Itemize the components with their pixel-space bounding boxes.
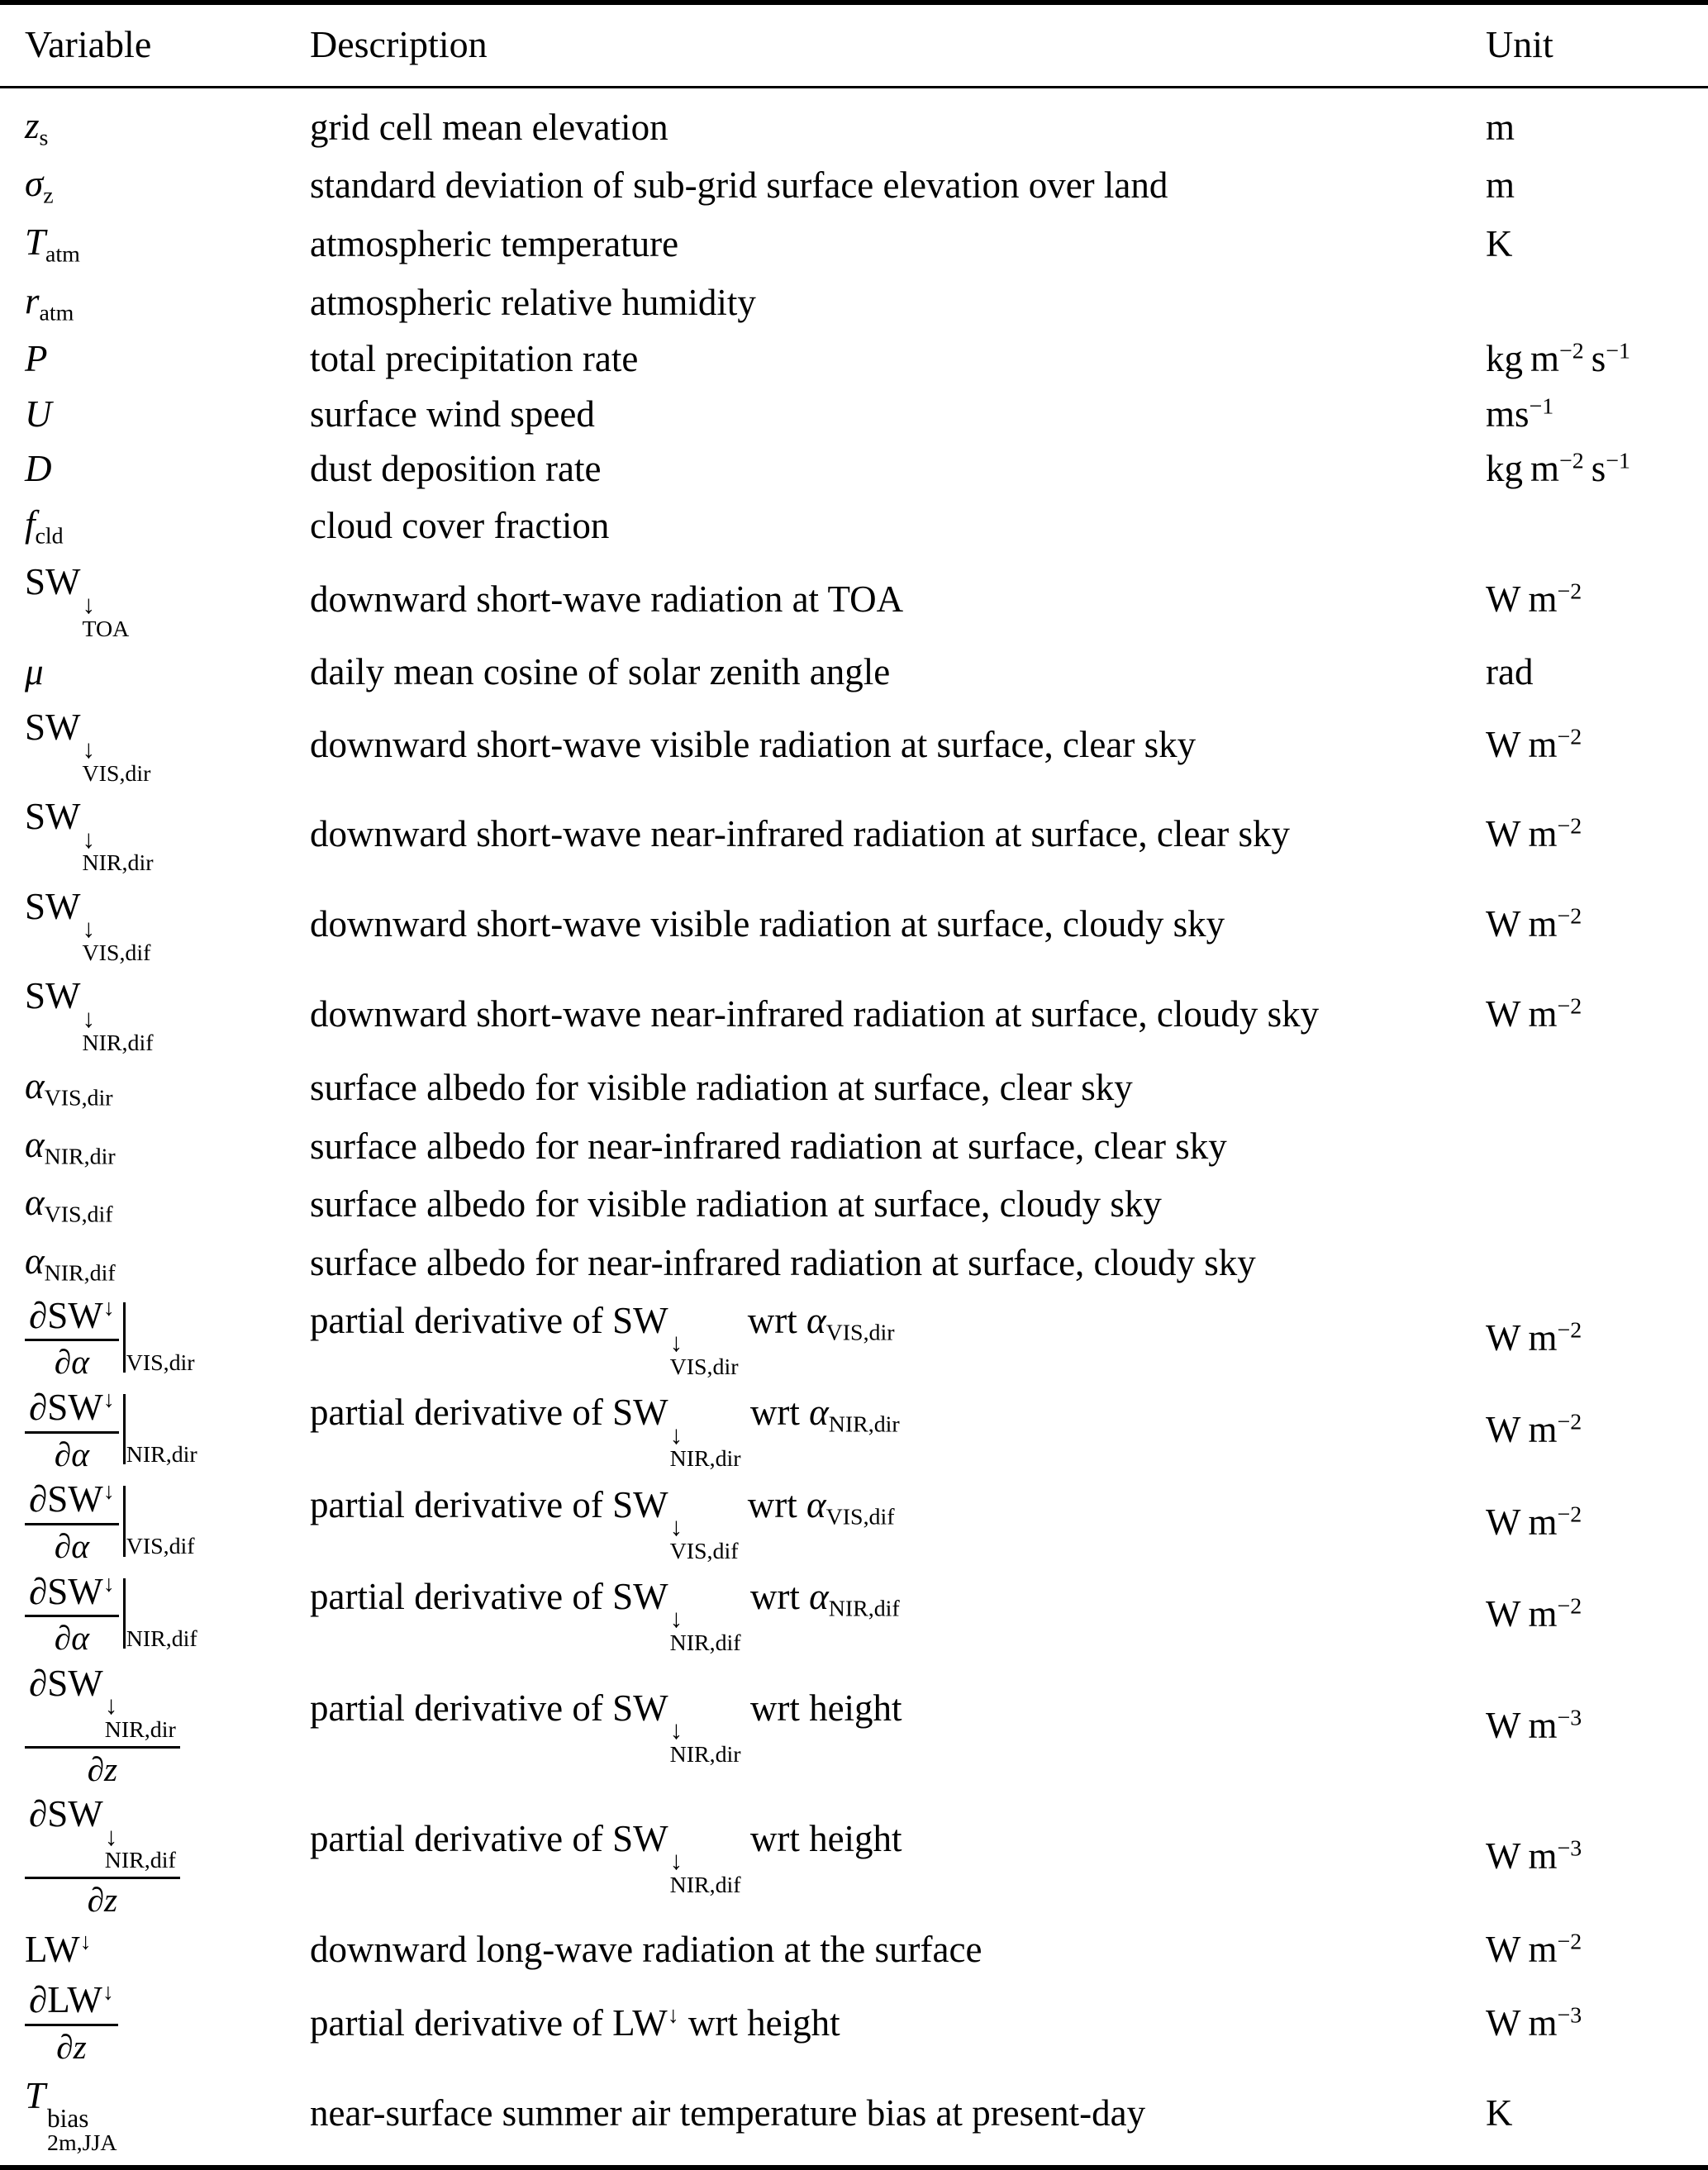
variable-cell: αVIS,dif	[25, 1182, 113, 1228]
table-row	[0, 879, 1708, 969]
unit-cell: W $m^{-3}$	[1486, 1704, 1582, 1746]
unit-cell: K	[1486, 223, 1513, 265]
description-cell: surface albedo for visible radiation at surface, cloudy sky	[310, 1183, 1162, 1225]
table-row	[0, 1059, 1708, 1117]
col-header-variable: Variable	[0, 2, 310, 87]
unit-cell: W $m^{-2}$	[1486, 1501, 1582, 1543]
variable-cell: SW ↓ TOA	[25, 561, 130, 642]
table-body	[0, 87, 1708, 2168]
description-cell: partial derivative of SW ↓ NIR,dif wrt αNIR,dif	[310, 1575, 900, 1657]
unit-cell: W $m^{-2}$	[1486, 1317, 1582, 1359]
variable-cell: T bias 2m,JJA	[25, 2075, 117, 2156]
table-row	[0, 1977, 1708, 2068]
table-header	[0, 2, 1708, 87]
table-row	[0, 1922, 1708, 1977]
unit-cell: rad	[1486, 651, 1534, 693]
unit-cell	[1486, 1175, 1708, 1234]
description-cell: daily mean cosine of solar zenith angle	[310, 651, 891, 693]
table-row	[0, 645, 1708, 700]
header-row	[0, 2, 1708, 87]
variable-cell: ratm	[25, 279, 74, 326]
unit-cell: W $m^{-2}$	[1486, 1409, 1582, 1451]
table-row	[0, 1175, 1708, 1234]
description-cell: cloud cover fraction	[310, 504, 610, 546]
unit-cell: kg $m^{-2}$ $s^{-1}$	[1486, 338, 1630, 380]
variable-cell: αNIR,dif	[25, 1240, 116, 1287]
description-cell: partial derivative of SW ↓ NIR,dif wrt height	[310, 1818, 902, 1899]
variable-cell: μ	[25, 651, 44, 693]
description-cell: surface wind speed	[310, 393, 595, 435]
variable-cell: ∂SW ↓ NIR,dir ∂z	[0, 1660, 310, 1791]
variable-cell: SW ↓ VIS,dif	[25, 885, 151, 967]
unit-cell: m	[1486, 164, 1515, 207]
table-row	[0, 789, 1708, 879]
table-row	[0, 441, 1708, 497]
table-row	[0, 2068, 1708, 2168]
variable-cell: SW ↓ VIS,dir	[25, 706, 151, 787]
table-row	[0, 87, 1708, 156]
unit-cell: W $m^{-2}$	[1486, 813, 1582, 855]
unit-cell: $ms^{-1}$	[1486, 393, 1554, 435]
description-cell: partial derivative of SW ↓ NIR,dir wrt height	[310, 1687, 902, 1768]
unit-cell	[1486, 497, 1708, 555]
table-row	[0, 331, 1708, 387]
description-cell: partial derivative of LW↓ wrt height	[310, 2001, 840, 2044]
description-cell: near-surface summer air temperature bias at present-day	[310, 2092, 1146, 2134]
table-row	[0, 700, 1708, 790]
unit-cell: K	[1486, 2092, 1513, 2134]
variable-cell: $\frac{\partial SW^↓}{\partial\alpha}$ $_{NIR,dir}$	[0, 1384, 310, 1476]
description-cell: atmospheric relative humidity	[310, 281, 756, 323]
table-row	[0, 274, 1708, 332]
description-cell: partial derivative of SW ↓ VIS,dir wrt αVIS,dir	[310, 1299, 895, 1381]
variable-cell: zs	[25, 104, 49, 151]
table-row	[0, 1384, 1708, 1476]
description-cell: surface albedo for near-infrared radiation at surface, clear sky	[310, 1125, 1227, 1167]
table-row	[0, 1234, 1708, 1292]
table-row	[0, 156, 1708, 215]
description-cell: surface albedo for near-infrared radiation at surface, cloudy sky	[310, 1242, 1256, 1284]
description-cell: downward short-wave near-infrared radiation at surface, cloudy sky	[310, 992, 1320, 1035]
table-row	[0, 554, 1708, 645]
unit-cell	[1486, 274, 1708, 332]
unit-cell: W $m^{-2}$	[1486, 992, 1582, 1035]
description-cell: grid cell mean elevation	[310, 106, 668, 148]
description-cell: downward short-wave radiation at TOA	[310, 578, 904, 621]
variable-cell: SW ↓ NIR,dif	[25, 975, 154, 1056]
variable-cell: fcld	[25, 502, 64, 550]
variable-cell: $\frac{\partial SW^↓}{\partial\alpha}$ $_{VIS,dir}$	[0, 1292, 310, 1384]
unit-cell	[1486, 1234, 1708, 1292]
variable-cell: P	[25, 338, 48, 380]
variable-cell: D	[25, 448, 52, 490]
description-cell: downward short-wave visible radiation at surface, cloudy sky	[310, 902, 1225, 945]
variable-cell: LW↓	[25, 1928, 92, 1970]
variable-cell: ∂SW ↓ NIR,dif ∂z	[0, 1791, 310, 1921]
description-cell: partial derivative of SW ↓ VIS,dif wrt αVIS,dif	[310, 1483, 895, 1564]
unit-cell: W $m^{-2}$	[1486, 723, 1582, 765]
description-cell: total precipitation rate	[310, 338, 639, 380]
table-row	[0, 968, 1708, 1059]
unit-cell	[1486, 1059, 1708, 1117]
unit-cell: W $m^{-2}$	[1486, 578, 1582, 621]
table-row	[0, 1791, 1708, 1921]
description-cell: downward short-wave visible radiation at surface, clear sky	[310, 723, 1197, 765]
table-row	[0, 1476, 1708, 1568]
table-row	[0, 1292, 1708, 1384]
variable-cell: αVIS,dir	[25, 1065, 113, 1111]
col-header-description: Description	[310, 2, 1486, 87]
description-cell: atmospheric temperature	[310, 223, 679, 265]
unit-cell: W $m^{-3}$	[1486, 2001, 1582, 2044]
variable-cell: $\frac{\partial LW^↓}{\partial z}$	[0, 1977, 310, 2068]
unit-cell	[1486, 1117, 1708, 1176]
unit-cell: m	[1486, 106, 1515, 148]
description-cell: partial derivative of SW ↓ NIR,dir wrt αNIR,dir	[310, 1392, 900, 1473]
description-cell: surface albedo for visible radiation at surface, clear sky	[310, 1067, 1133, 1109]
description-cell: dust deposition rate	[310, 448, 602, 490]
variable-cell: U	[25, 393, 52, 435]
variable-cell: σz	[25, 163, 54, 209]
table-row	[0, 497, 1708, 555]
table-row	[0, 1568, 1708, 1660]
table-row	[0, 1660, 1708, 1791]
variable-cell: αNIR,dir	[25, 1123, 116, 1170]
description-cell: downward long-wave radiation at the surface	[310, 1928, 982, 1970]
unit-cell: W $m^{-2}$	[1486, 1928, 1582, 1970]
table-row	[0, 1117, 1708, 1176]
variable-cell: Tatm	[25, 221, 80, 268]
variable-cell: $\frac{\partial SW^↓}{\partial\alpha}$ $_{VIS,dif}$	[0, 1476, 310, 1568]
description-cell: downward short-wave near-infrared radiation at surface, clear sky	[310, 813, 1291, 855]
table-row	[0, 387, 1708, 442]
variable-cell: $\frac{\partial SW^↓}{\partial\alpha}$ $_{NIR,dif}$	[0, 1568, 310, 1660]
unit-cell: W $m^{-3}$	[1486, 1835, 1582, 1877]
description-cell: standard deviation of sub-grid surface elevation over land	[310, 164, 1168, 207]
variable-cell: SW ↓ NIR,dir	[25, 796, 154, 877]
unit-cell: kg $m^{-2}$ $s^{-1}$	[1486, 448, 1630, 490]
table-row	[0, 215, 1708, 274]
col-header-unit: Unit	[1486, 2, 1708, 87]
unit-cell: W $m^{-2}$	[1486, 902, 1582, 945]
unit-cell: W $m^{-2}$	[1486, 1592, 1582, 1635]
